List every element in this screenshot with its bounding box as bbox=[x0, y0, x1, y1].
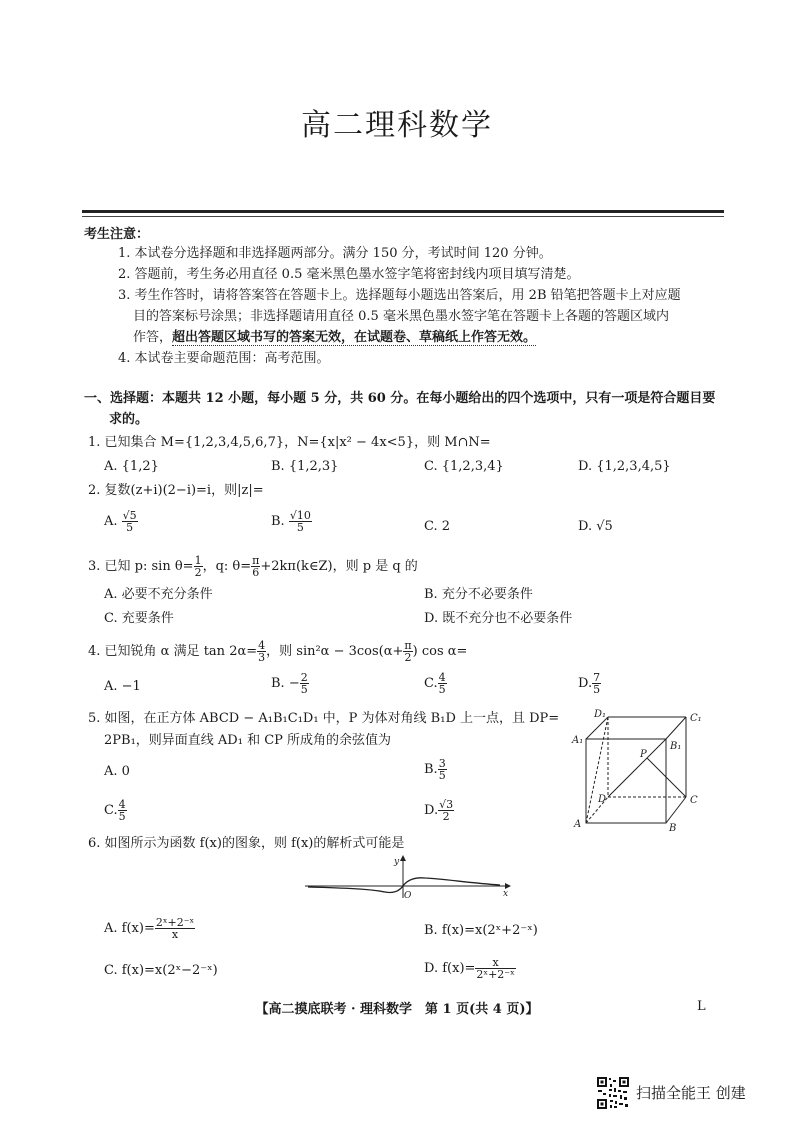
q5-option-d-denominator: 2 bbox=[442, 810, 450, 823]
q2-option-c: C. 2 bbox=[424, 519, 451, 534]
notice-item-3-line3-plain: 作答， bbox=[133, 330, 173, 345]
qr-code-icon bbox=[596, 1076, 630, 1110]
section-heading-line1: 一、选择题：本题共 12 小题，每小题 5 分，共 60 分。在每小题给出的四个选项中，只有一项是符合题目要 bbox=[84, 391, 716, 406]
q4-pi-fraction bbox=[403, 640, 412, 663]
q4-option-b-denominator: 5 bbox=[300, 683, 308, 696]
label-d1: D₁ bbox=[594, 709, 607, 720]
q5-option-c-denominator: 5 bbox=[118, 810, 126, 823]
corner-mark: L bbox=[697, 999, 706, 1014]
q2-option-a-numerator: √5 bbox=[122, 509, 137, 522]
q4-option-b bbox=[271, 672, 309, 695]
q4-option-c-label: C. bbox=[424, 676, 438, 691]
q5-option-c-fraction bbox=[118, 799, 127, 822]
q4-tan-denominator: 3 bbox=[258, 651, 266, 664]
q6-option-a-fraction bbox=[155, 917, 195, 940]
q5-option-b-fraction bbox=[438, 758, 447, 781]
q4-option-d-numerator: 7 bbox=[593, 671, 601, 684]
q4-option-c-numerator: 4 bbox=[438, 671, 446, 684]
q3-theta-fraction bbox=[251, 555, 260, 578]
notice-item-3-line1: 3. 考生作答时，请将答案答在答题卡上。选择题每小题选出答案后，用 2B 铅笔把答题卡上对应题 bbox=[118, 288, 681, 303]
q5-option-b-label: B. bbox=[424, 762, 438, 777]
q3-sin-fraction bbox=[194, 555, 203, 578]
q4-option-b-fraction bbox=[300, 672, 309, 695]
q3-option-c: C. 充要条件 bbox=[104, 611, 174, 626]
q2-option-a-label: A. bbox=[104, 514, 118, 529]
q4-option-b-label: B. − bbox=[271, 676, 300, 691]
q6-option-a-denominator: x bbox=[171, 928, 179, 941]
q5-option-d bbox=[424, 799, 454, 822]
q5-option-b-denominator: 5 bbox=[438, 769, 446, 782]
q3-option-d: D. 既不充分也不必要条件 bbox=[424, 611, 573, 626]
q5-option-c-label: C. bbox=[104, 803, 118, 818]
label-b: B bbox=[669, 823, 677, 834]
q4-tan-fraction bbox=[257, 640, 266, 663]
q4-option-c-denominator: 5 bbox=[438, 683, 446, 696]
q4-option-c-fraction bbox=[438, 672, 447, 695]
q2-option-d: D. √5 bbox=[578, 519, 613, 534]
q3-stem-part-c: +2kπ(k∈Z)，则 p 是 q 的 bbox=[260, 559, 418, 574]
q6-option-a-label: A. f(x)= bbox=[104, 921, 155, 936]
q3-theta-numerator: π bbox=[252, 554, 260, 567]
q6-option-d-denominator: 2ˣ+2⁻ˣ bbox=[476, 968, 515, 981]
q4-tan-numerator: 4 bbox=[258, 639, 266, 652]
q5-option-d-numerator: √3 bbox=[439, 798, 454, 811]
cube-edge-a1d1 bbox=[586, 717, 608, 739]
q1-option-d: D. {1,2,3,4,5} bbox=[578, 459, 671, 474]
header-rule-thin bbox=[82, 216, 724, 217]
x-axis-label: x bbox=[503, 889, 509, 899]
q4-option-a: A. −1 bbox=[104, 679, 141, 694]
q4-option-d-label: D. bbox=[578, 676, 593, 691]
q3-option-b: B. 充分不必要条件 bbox=[424, 587, 533, 602]
notice-item-1: 1. 本试卷分选择题和非选择题两部分。满分 150 分，考试时间 120 分钟。 bbox=[118, 246, 552, 261]
q2-option-b-denominator: 5 bbox=[296, 521, 304, 534]
q5-option-b bbox=[424, 758, 447, 781]
q1-option-a: A. {1,2} bbox=[104, 459, 159, 474]
q3-sin-denominator: 2 bbox=[194, 566, 202, 579]
q6-option-d bbox=[424, 957, 516, 980]
q6-option-b: B. f(x)=x(2ˣ+2⁻ˣ) bbox=[424, 923, 538, 938]
q6-option-a bbox=[104, 917, 195, 940]
q3-stem bbox=[88, 555, 418, 578]
notice-item-3-line2: 目的答案标号涂黑；非选择题请用直径 0.5 毫米黑色墨水签字笔在答题卡上各题的答题区域内 bbox=[133, 309, 669, 324]
notice-item-3-emphasis: 超出答题区域书写的答案无效，在试题卷、草稿纸上作答无效。 bbox=[172, 330, 537, 345]
notice-item-4: 4. 本试卷主要命题范围：高考范围。 bbox=[118, 351, 330, 366]
q5-stem-line2: 2PB₁，则异面直线 AD₁ 和 CP 所成角的余弦值为 bbox=[104, 733, 392, 748]
q1-option-c: C. {1,2,3,4} bbox=[424, 459, 504, 474]
q4-option-b-numerator: 2 bbox=[300, 671, 308, 684]
q5-option-c bbox=[104, 799, 127, 822]
label-b1: B₁ bbox=[670, 741, 682, 752]
cube-segment-ad1 bbox=[586, 717, 608, 823]
function-graph bbox=[300, 852, 515, 902]
q2-option-b-fraction bbox=[289, 510, 312, 533]
q2-option-b-numerator: √10 bbox=[289, 509, 311, 522]
header-rule-thick bbox=[82, 210, 724, 213]
q2-stem: 2. 复数(z+i)(2−i)=i，则|z|= bbox=[88, 483, 264, 498]
q6-stem: 6. 如图所示为函数 f(x)的图象，则 f(x)的解析式可能是 bbox=[88, 836, 405, 851]
q4-option-c bbox=[424, 672, 447, 695]
notice-heading: 考生注意： bbox=[84, 227, 150, 242]
q4-stem bbox=[88, 640, 467, 663]
label-d: D bbox=[598, 794, 607, 805]
q5-option-a: A. 0 bbox=[104, 764, 130, 779]
q4-pi-denominator: 2 bbox=[404, 651, 412, 664]
q6-option-d-fraction bbox=[475, 957, 515, 980]
q2-option-a-fraction bbox=[122, 510, 138, 533]
q5-option-c-numerator: 4 bbox=[118, 798, 126, 811]
q3-stem-part-b: ，q: θ= bbox=[202, 559, 252, 574]
page-footer: 【高二摸底联考 · 理科数学 第 1 页(共 4 页)】 bbox=[255, 1002, 539, 1017]
label-a1: A₁ bbox=[572, 735, 584, 746]
q4-option-d-denominator: 5 bbox=[593, 683, 601, 696]
q4-stem-part-c: ) cos α= bbox=[412, 644, 468, 659]
q1-option-b: B. {1,2,3} bbox=[271, 459, 339, 474]
q3-theta-denominator: 6 bbox=[252, 566, 260, 579]
q5-option-b-numerator: 3 bbox=[438, 757, 446, 770]
label-a: A bbox=[574, 819, 582, 830]
q4-option-d-fraction bbox=[592, 672, 601, 695]
q6-option-d-numerator: x bbox=[475, 957, 515, 969]
q5-stem-line1: 5. 如图，在正方体 ABCD − A₁B₁C₁D₁ 中，P 为体对角线 B₁D 上一点，且 DP= bbox=[88, 711, 560, 726]
q4-stem-part-a: 4. 已知锐角 α 满足 tan 2α= bbox=[88, 644, 258, 659]
q2-option-b-label: B. bbox=[271, 514, 285, 529]
label-p: P bbox=[640, 749, 647, 760]
q6-option-d-label: D. f(x)= bbox=[424, 961, 476, 976]
q5-option-d-fraction bbox=[438, 799, 454, 822]
q2-option-a-denominator: 5 bbox=[126, 521, 134, 534]
q4-pi-numerator: π bbox=[404, 639, 412, 652]
label-c1: C₁ bbox=[690, 713, 702, 724]
q6-option-c: C. f(x)=x(2ˣ−2⁻ˣ) bbox=[104, 963, 218, 978]
y-axis-arrow bbox=[400, 855, 406, 861]
label-c: C bbox=[690, 795, 698, 806]
scanner-watermark: 扫描全能王 创建 bbox=[636, 1084, 746, 1102]
notice-item-3-line3 bbox=[133, 329, 536, 347]
q3-sin-numerator: 1 bbox=[194, 554, 202, 567]
q2-option-a bbox=[104, 510, 138, 533]
q6-option-a-numerator: 2ˣ+2⁻ˣ bbox=[155, 916, 195, 929]
cube-figure bbox=[566, 705, 716, 835]
notice-item-2: 2. 答题前，考生务必用直径 0.5 毫米黑色墨水签字笔将密封线内项目填写清楚。 bbox=[118, 267, 580, 282]
q1-stem: 1. 已知集合 M={1,2,3,4,5,6,7}，N={x|x² − 4x<5}，则 M∩N= bbox=[88, 435, 491, 450]
origin-label: O bbox=[404, 891, 412, 901]
cube-edge-b1c1 bbox=[666, 717, 686, 739]
q3-stem-part-a: 3. 已知 p: sin θ= bbox=[88, 559, 194, 574]
cube-edge-bc bbox=[666, 797, 686, 823]
y-axis-label: y bbox=[394, 857, 400, 867]
q4-option-d bbox=[578, 672, 601, 695]
q4-stem-part-b: ，则 sin²α − 3cos(α+ bbox=[266, 644, 404, 659]
q5-option-d-label: D. bbox=[424, 803, 439, 818]
section-heading-line2: 求的。 bbox=[109, 412, 149, 427]
q3-option-a: A. 必要不充分条件 bbox=[104, 587, 213, 602]
q2-option-b bbox=[271, 510, 312, 533]
page-title: 高二理科数学 bbox=[301, 108, 493, 143]
